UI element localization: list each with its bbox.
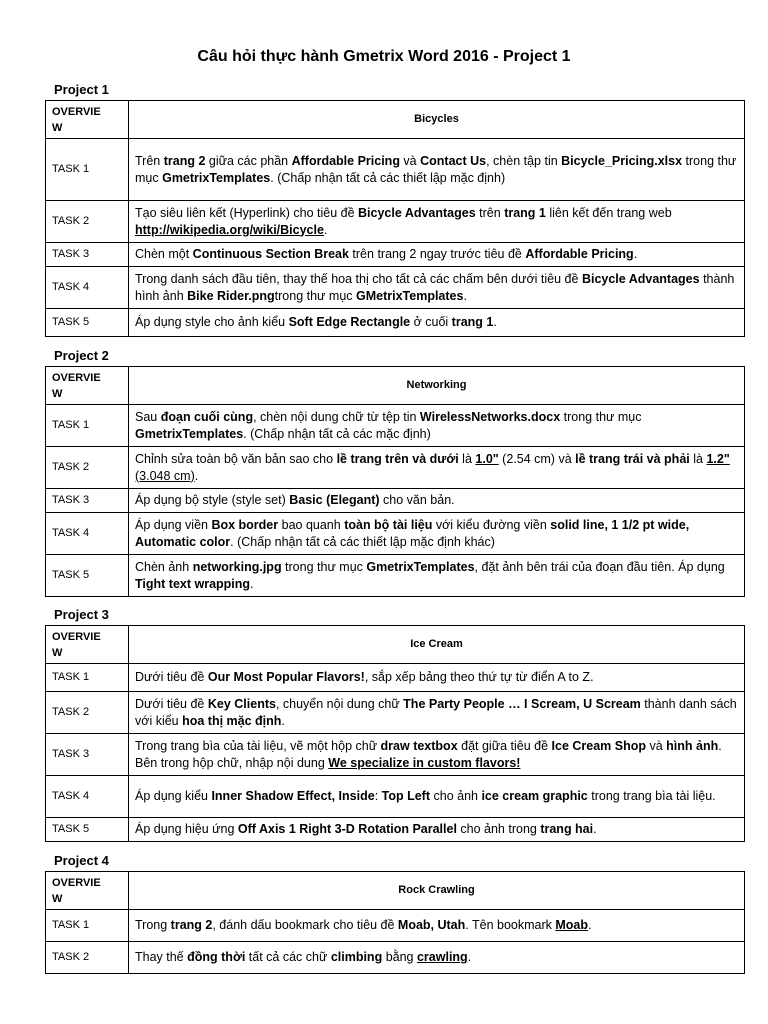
task-row [46, 910, 745, 942]
overview-row [46, 367, 745, 405]
emphasis-text: Bicycle Advantages [358, 205, 476, 220]
emphasis-text: http://wikipedia.org/wiki/Bicycle [135, 222, 324, 237]
project-heading: Project 1 [54, 82, 109, 97]
task-row [46, 818, 745, 842]
emphasis-text: solid line, 1 1/2 pt wide, Automatic color [135, 517, 690, 549]
emphasis-text: The Party People … I Scream, U Scream [403, 696, 641, 711]
project-heading: Project 3 [54, 607, 109, 622]
overview-label: OVERVIE W [46, 367, 129, 405]
task-label: TASK 3 [46, 489, 129, 513]
emphasis-text: ice cream graphic [481, 789, 588, 803]
task-description: Áp dụng kiểu Inner Shadow Effect, Inside: Top Left cho ảnh ice cream graphic trong trang bìa tài liệu. [129, 776, 745, 818]
task-row [46, 942, 745, 974]
emphasis-text: lề trang trái và phải [575, 451, 690, 466]
task-label: TASK 5 [46, 818, 129, 842]
task-description: Sau đoạn cuối cùng, chèn nội dung chữ từ tệp tin WirelessNetworks.docx trong thư mục GmetrixTemplates. (Chấp nhận tất cả các mặc định) [129, 405, 745, 447]
task-description: Dưới tiêu đề Key Clients, chuyển nội dung chữ The Party People … I Scream, U Scream thành danh sách với kiểu hoa thị mặc định. [129, 692, 745, 734]
task-row [46, 776, 745, 818]
emphasis-text: Basic (Elegant) [289, 493, 380, 507]
emphasis-text: Box border [211, 517, 279, 532]
overview-row [46, 101, 745, 139]
emphasis-text: lề trang trên và dưới [336, 451, 459, 466]
task-description: Áp dụng viền Box border bao quanh toàn bộ tài liệu với kiểu đường viền solid line, 1 1/2 pt wide, Automatic color. (Chấp nhận tất cả các thiết lập mặc định khác) [129, 513, 745, 555]
task-row [46, 664, 745, 692]
emphasis-text: đoạn cuối cùng [160, 409, 254, 424]
task-row [46, 243, 745, 267]
emphasis-text: (3.048 cm) [135, 468, 195, 483]
task-description: Chỉnh sửa toàn bộ văn bản sao cho lề trang trên và dưới là 1.0" (2.54 cm) và lề trang trái và phải là 1.2" (3.048 cm). [129, 447, 745, 489]
task-row [46, 734, 745, 776]
project-heading: Project 2 [54, 348, 109, 363]
emphasis-text: GmetrixTemplates [366, 559, 475, 574]
task-row [46, 447, 745, 489]
task-label: TASK 4 [46, 776, 129, 818]
emphasis-text: trang hai [540, 822, 594, 836]
overview-label: OVERVIE W [46, 872, 129, 910]
task-label: TASK 2 [46, 692, 129, 734]
overview-title: Ice Cream [129, 626, 745, 664]
emphasis-text: Affordable Pricing [291, 153, 400, 168]
task-label: TASK 5 [46, 309, 129, 337]
task-label: TASK 2 [46, 942, 129, 974]
overview-row [46, 626, 745, 664]
emphasis-text: Moab, Utah [397, 918, 466, 932]
task-label: TASK 1 [46, 910, 129, 942]
emphasis-text: Inner Shadow Effect, Inside [211, 789, 375, 803]
emphasis-text: trang 2 [170, 918, 213, 932]
emphasis-text: 1.0" [475, 451, 499, 466]
emphasis-text: draw textbox [380, 738, 458, 753]
emphasis-text: Top Left [381, 789, 431, 803]
emphasis-text: Tight text wrapping [135, 576, 251, 591]
emphasis-text: trang 1 [451, 315, 494, 329]
overview-title: Rock Crawling [129, 872, 745, 910]
task-description: Chèn ảnh networking.jpg trong thư mục GmetrixTemplates, đặt ảnh bên trái của đoạn đầu tiên. Áp dụng Tight text wrapping. [129, 555, 745, 597]
project-table [45, 366, 745, 597]
emphasis-text: Contact Us [420, 153, 487, 168]
emphasis-text: toàn bộ tài liệu [344, 517, 433, 532]
task-row [46, 139, 745, 201]
project-heading: Project 4 [54, 853, 109, 868]
task-description: Trong trang bìa của tài liệu, vẽ một hộp chữ draw textbox đặt giữa tiêu đề Ice Cream Shop và hình ảnh. Bên trong hộp chữ, nhập nội dung We specialize in custom flavors! [129, 734, 745, 776]
task-description: Trên trang 2 giữa các phần Affordable Pricing và Contact Us, chèn tập tin Bicycle_Pricing.xlsx trong thư mục GmetrixTemplates. (Chấp nhận tất cả các thiết lập mặc định) [129, 139, 745, 201]
emphasis-text: trang 2 [163, 153, 206, 168]
emphasis-text: Bicycle Advantages [581, 271, 700, 286]
emphasis-text: đồng thời [187, 950, 246, 964]
project-table [45, 100, 745, 337]
overview-label: OVERVIE W [46, 101, 129, 139]
task-label: TASK 3 [46, 243, 129, 267]
task-description: Tạo siêu liên kết (Hyperlink) cho tiêu đề Bicycle Advantages trên trang 1 liên kết đến trang web http://wikipedia.org/wiki/Bicycle. [129, 201, 745, 243]
task-row [46, 309, 745, 337]
emphasis-text: Continuous Section Break [192, 247, 349, 261]
emphasis-text: hình ảnh [666, 738, 719, 753]
emphasis-text: Our Most Popular Flavors! [207, 670, 365, 684]
task-label: TASK 4 [46, 267, 129, 309]
task-description: Thay thế đồng thời tất cả các chữ climbing bằng crawling. [129, 942, 745, 974]
emphasis-text: Ice Cream Shop [551, 738, 646, 753]
emphasis-text: 1.2" [706, 451, 730, 466]
task-description: Áp dụng bộ style (style set) Basic (Elegant) cho văn bản. [129, 489, 745, 513]
task-label: TASK 4 [46, 513, 129, 555]
task-description: Áp dụng hiệu ứng Off Axis 1 Right 3-D Rotation Parallel cho ảnh trong trang hai. [129, 818, 745, 842]
emphasis-text: GMetrixTemplates [356, 288, 464, 303]
overview-title: Networking [129, 367, 745, 405]
emphasis-text: GmetrixTemplates [135, 426, 244, 441]
emphasis-text: We specialize in custom flavors! [328, 755, 521, 770]
overview-title: Bicycles [129, 101, 745, 139]
task-row [46, 405, 745, 447]
task-description: Trong danh sách đầu tiên, thay thế hoa thị cho tất cả các chấm bên dưới tiêu đề Bicycle Advantages thành hình ảnh Bike Rider.pngtrong thư mục GMetrixTemplates. [129, 267, 745, 309]
emphasis-text: Affordable Pricing [525, 247, 634, 261]
task-description: Chèn một Continuous Section Break trên trang 2 ngay trước tiêu đề Affordable Pricing. [129, 243, 745, 267]
emphasis-text: hoa thị mặc định [182, 713, 282, 728]
emphasis-text: Key Clients [207, 696, 276, 711]
emphasis-text: Bike Rider.png [187, 288, 275, 303]
overview-row [46, 872, 745, 910]
emphasis-text: trang 1 [504, 205, 546, 220]
task-label: TASK 1 [46, 664, 129, 692]
task-label: TASK 2 [46, 447, 129, 489]
task-label: TASK 1 [46, 405, 129, 447]
emphasis-text: WirelessNetworks.docx [419, 409, 561, 424]
task-row [46, 267, 745, 309]
task-row [46, 555, 745, 597]
task-row [46, 692, 745, 734]
emphasis-text: Soft Edge Rectangle [288, 315, 411, 329]
emphasis-text: Bicycle_Pricing.xlsx [561, 153, 683, 168]
task-label: TASK 5 [46, 555, 129, 597]
emphasis-text: Moab [555, 918, 588, 932]
project-table [45, 625, 745, 842]
task-label: TASK 2 [46, 201, 129, 243]
emphasis-text: climbing [330, 950, 383, 964]
emphasis-text: crawling [416, 950, 468, 964]
emphasis-text: GmetrixTemplates [162, 170, 271, 185]
task-row [46, 489, 745, 513]
page-title: Câu hỏi thực hành Gmetrix Word 2016 - Project 1 [197, 48, 571, 65]
task-row [46, 201, 745, 243]
task-description: Trong trang 2, đánh dấu bookmark cho tiêu đề Moab, Utah. Tên bookmark Moab. [129, 910, 745, 942]
emphasis-text: Off Axis 1 Right 3-D Rotation Parallel [237, 822, 457, 836]
project-table [45, 871, 745, 974]
emphasis-text: networking.jpg [192, 559, 282, 574]
task-description: Áp dụng style cho ảnh kiểu Soft Edge Rectangle ở cuối trang 1. [129, 309, 745, 337]
task-description: Dưới tiêu đề Our Most Popular Flavors!, sắp xếp bảng theo thứ tự từ điển A to Z. [129, 664, 745, 692]
task-row [46, 513, 745, 555]
task-label: TASK 3 [46, 734, 129, 776]
overview-label: OVERVIE W [46, 626, 129, 664]
task-label: TASK 1 [46, 139, 129, 201]
